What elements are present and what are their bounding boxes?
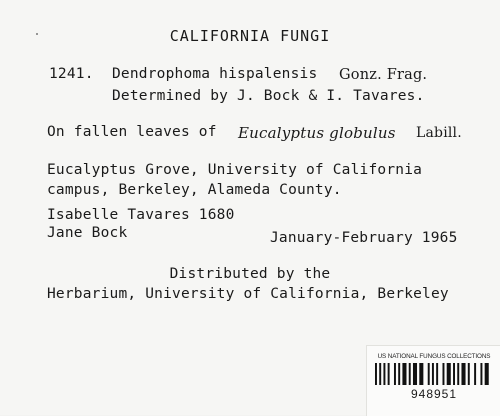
locality-line-1: Eucalyptus Grove, University of California [47,162,423,178]
barcode-bar [436,363,438,385]
barcode-bar [447,363,451,385]
barcode-bar [442,363,444,385]
barcode-bar [468,363,470,385]
barcode-bar [453,363,455,385]
barcode-bar [383,363,385,385]
taxon-name: Dendrophoma hispalensis [112,66,318,82]
collection-name: US NATIONAL FUNGUS COLLECTIONS [377,353,491,360]
barcode-bar [432,363,434,385]
specimen-number: 1241. [49,66,94,82]
determination: Determined by J. Bock & I. Tavares. [112,88,425,104]
barcode-bar [461,363,465,385]
barcode-bar [409,363,411,385]
host-name: Eucalyptus globulus [238,124,396,142]
label-title: CALIFORNIA FUNGI [169,27,331,45]
barcode-bar [480,363,482,385]
collector-2: Jane Bock [47,225,128,241]
distributed-line-2: Herbarium, University of California, Berkeley [47,286,449,302]
barcode-bar [379,363,381,385]
barcode-bar [402,363,406,385]
substrate-prefix: On fallen leaves of [47,124,217,140]
barcode-bar [457,363,459,385]
barcode-bar [394,363,396,385]
barcode-bar [388,363,390,385]
barcode-bar [485,363,489,385]
barcode-bar [474,363,476,385]
barcode-sticker [366,345,500,416]
barcode-bar [428,363,430,385]
collector-1: Isabelle Tavares 1680 [47,207,235,223]
barcode [375,363,491,385]
host-author: Labill. [416,125,462,141]
collection-date: January-February 1965 [270,230,458,246]
catalog-number: 948951 [410,387,458,401]
taxon-author: Gonz. Frag. [339,67,428,83]
barcode-bar [413,363,417,385]
barcode-bar [375,363,377,385]
barcode-bar [419,363,423,385]
locality-line-2: campus, Berkeley, Alameda County. [47,182,342,198]
distributed-line-1: Distributed by the [169,266,331,282]
barcode-bar [398,363,400,385]
